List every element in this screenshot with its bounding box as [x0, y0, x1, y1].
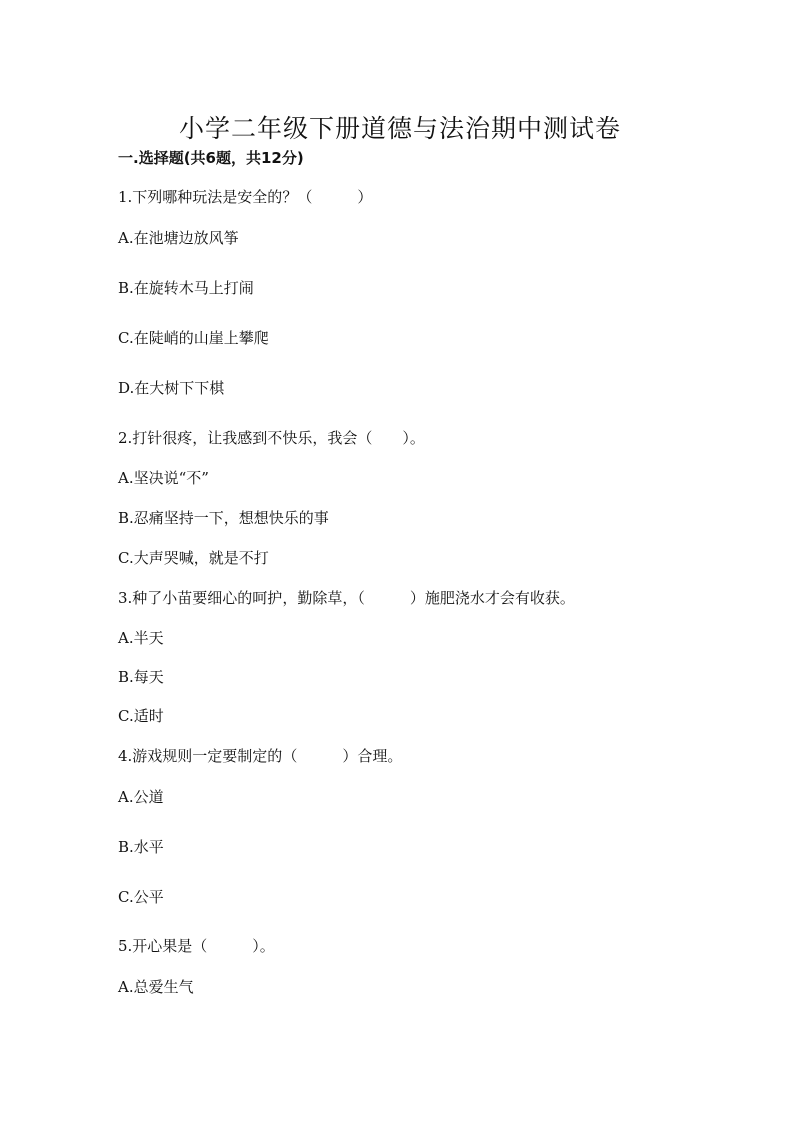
question-1-stem: 1.下列哪种玩法是安全的？（ ） — [118, 188, 373, 206]
question-3-option-b: B.每天 — [118, 668, 164, 686]
question-4-option-b: B.水平 — [118, 838, 164, 856]
question-2-option-b: B.忍痛坚持一下，想想快乐的事 — [118, 509, 329, 527]
question-2-option-a: A.坚决说“不” — [118, 469, 209, 487]
question-2-option-c: C.大声哭喊，就是不打 — [118, 549, 269, 567]
page-title: 小学二年级下册道德与法治期中测试卷 — [178, 113, 621, 143]
question-4-option-a: A.公道 — [118, 788, 164, 806]
question-3-stem: 3.种了小苗要细心的呵护，勤除草，（ ）施肥浇水才会有收获。 — [118, 589, 575, 607]
question-2-stem: 2.打针很疼，让我感到不快乐，我会（ ）。 — [118, 429, 425, 447]
question-4-option-c: C.公平 — [118, 888, 164, 906]
question-1-option-d: D.在大树下下棋 — [118, 379, 225, 397]
question-5-option-a: A.总爱生气 — [118, 978, 194, 996]
question-1-option-c: C.在陡峭的山崖上攀爬 — [118, 329, 269, 347]
question-1-option-b: B.在旋转木马上打闹 — [118, 279, 254, 297]
question-3-option-a: A.半天 — [118, 629, 164, 647]
question-4-stem: 4.游戏规则一定要制定的（ ）合理。 — [118, 747, 403, 765]
question-3-option-c: C.适时 — [118, 707, 164, 725]
section-heading: 一.选择题(共6题，共12分) — [118, 149, 304, 167]
question-1-option-a: A.在池塘边放风筝 — [118, 229, 239, 247]
question-5-stem: 5.开心果是（ ）。 — [118, 937, 275, 955]
